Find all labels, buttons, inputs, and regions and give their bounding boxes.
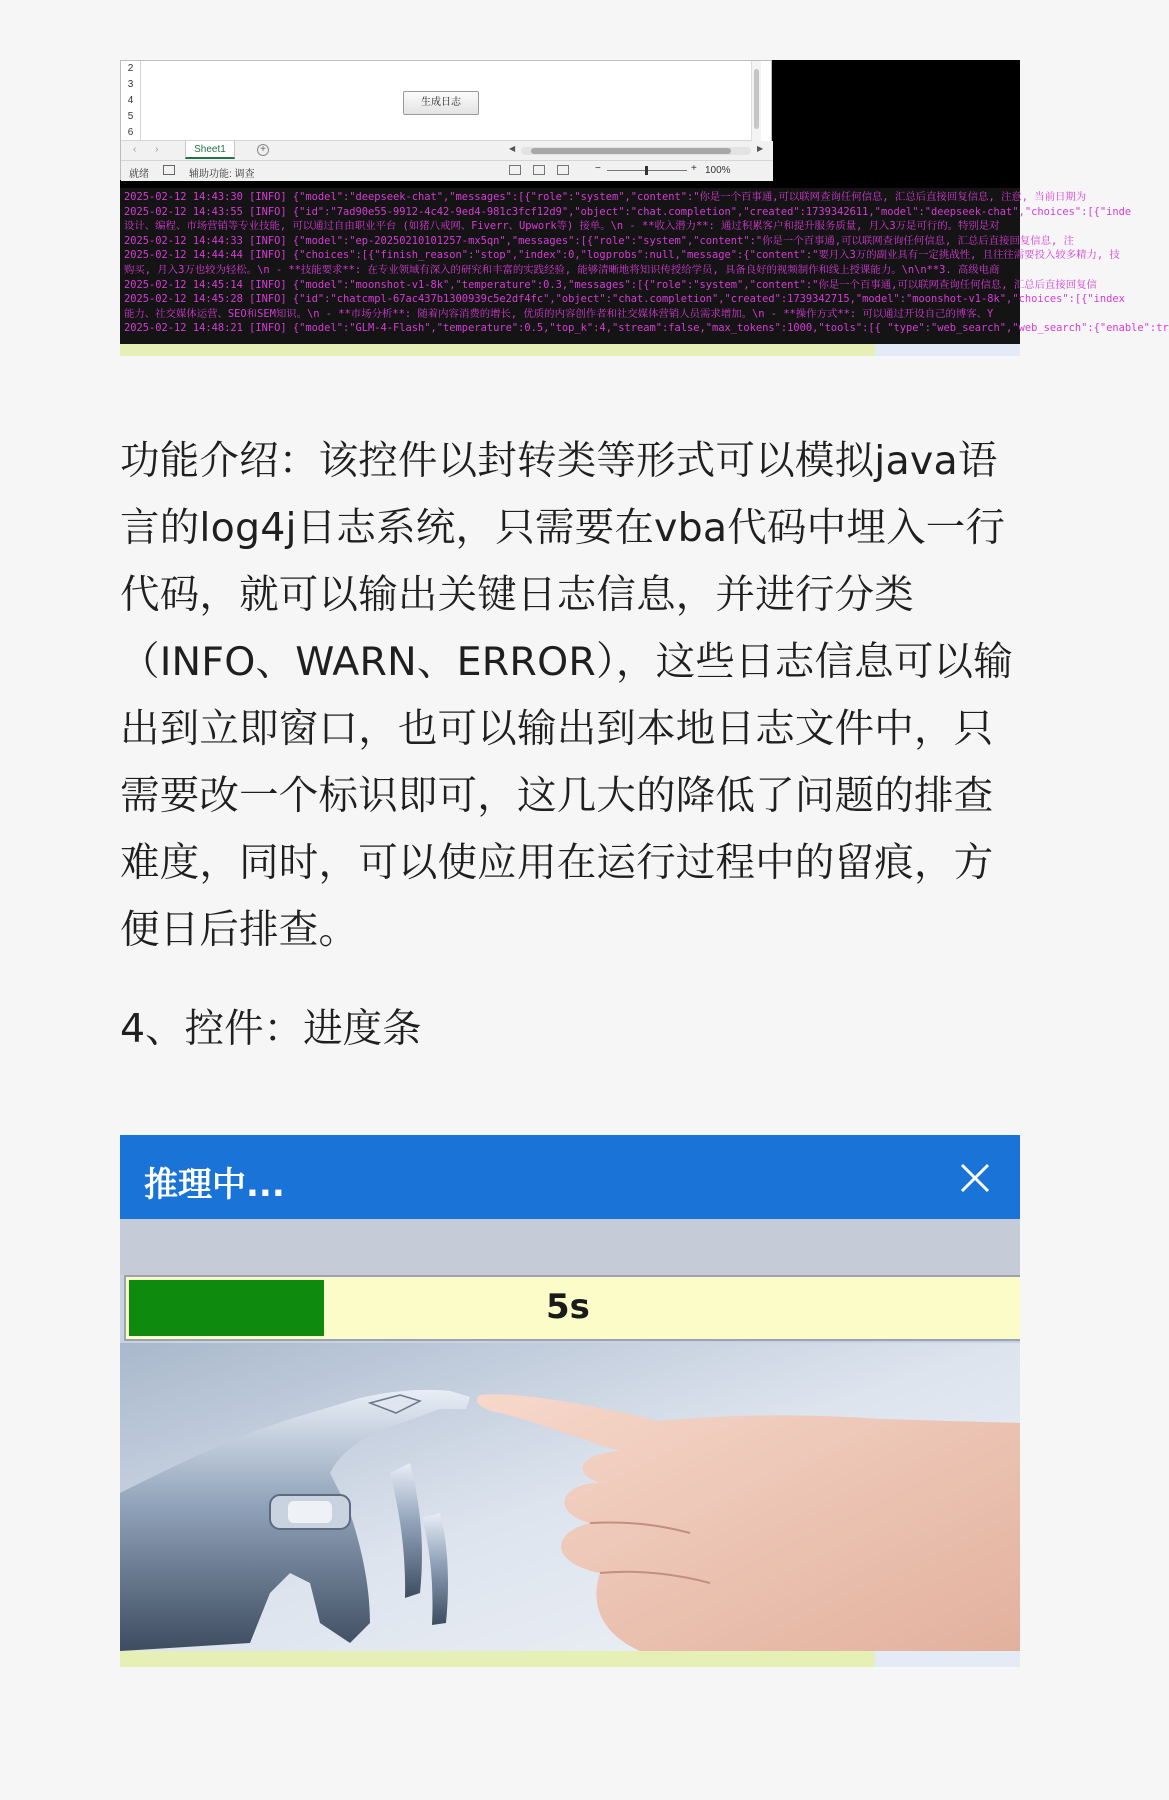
- accessibility-status[interactable]: 辅助功能: 调查: [189, 169, 255, 180]
- progress-label: 5s: [546, 1287, 590, 1327]
- sheet-nav-arrows-icon[interactable]: ‹ ›: [133, 144, 167, 155]
- close-icon[interactable]: [958, 1161, 992, 1195]
- log-line: 2025-02-12 14:43:30 [INFO] {"model":"deepseek-chat","messages":[{"role":"system","content":"你是一个百事通,可以联网查询任何信息, 汇总后直接回复信息, 注意, 当前日期为: [124, 191, 1087, 203]
- log-line: 2025-02-12 14:48:21 [INFO] {"model":"GLM-4-Flash","temperature":0.5,"top_k":4,"stream":false,"max_tokens":1000,"tools":[{ "type":"web_search","web_search":{"enable":tr: [124, 322, 1169, 335]
- scroll-left-icon[interactable]: ◀: [509, 144, 516, 153]
- add-sheet-icon[interactable]: +: [257, 144, 269, 156]
- progress-dialog-screenshot: [120, 1135, 1020, 1667]
- log-line: 2025-02-12 14:44:44 [INFO] {"choices":[{"finish_reason":"stop","index":0,"logprobs":null,"message":{"content":"要月入3万的副业具有一定挑战性, 且往往需要投入较多精力, 技: [124, 249, 1120, 262]
- image-strip: [120, 344, 1020, 356]
- log-line: 设计、编程、市场营销等专业技能, 可以通过自由职业平台 (如猪八戒网、Fiverr、Upwork等) 接单。\n - **收入潜力**: 通过积累客户和提升服务质量, 月入3万是可行的。特别是对: [124, 220, 1000, 233]
- zoom-in-icon[interactable]: +: [691, 163, 697, 174]
- sheet-tabs-bar: [121, 141, 773, 161]
- zoom-out-icon[interactable]: −: [595, 163, 601, 174]
- horizontal-scrollbar[interactable]: [521, 147, 751, 155]
- generate-log-button[interactable]: 生成日志: [403, 91, 479, 115]
- progress-fill: [129, 1280, 324, 1336]
- sheet-tab[interactable]: Sheet1: [185, 141, 235, 159]
- zoom-level[interactable]: 100%: [705, 165, 731, 176]
- excel-log-screenshot: [120, 60, 1169, 356]
- section-heading: 4、控件：进度条: [120, 1006, 422, 1052]
- log-line: 购买, 月入3万也较为轻松。\n - **技能要求**: 在专业领域有深入的研究和丰富的实践经验, 能够清晰地将知识传授给学员, 具备良好的视频制作和线上授课能力。\n\n**3. 高级电商: [124, 263, 1000, 276]
- status-ready: 就绪: [129, 169, 149, 180]
- worksheet-grid: [121, 61, 761, 141]
- robot-human-hands-image: [120, 1343, 1020, 1651]
- vertical-scrollbar[interactable]: [751, 61, 761, 141]
- dialog-title: 推理中...: [144, 1165, 285, 1205]
- zoom-slider-knob[interactable]: [645, 166, 648, 175]
- log-line: 2025-02-12 14:43:55 [INFO] {"id":"7ad90e55-9912-4c42-9ed4-981c3fcf12d9","object":"chat.completion","created":1739342611,"model":"deepseek-chat","choices":[{"inde: [124, 205, 1132, 218]
- progress-bar: [124, 1275, 1020, 1341]
- excel-window: [120, 60, 772, 180]
- scroll-right-icon[interactable]: ▶: [757, 144, 764, 153]
- dialog-band: [120, 1219, 1020, 1275]
- feature-description: 功能介绍：该控件以封转类等形式可以模拟java语言的log4j日志系统，只需要在vba代码中埋入一行代码，就可以输出关键日志信息，并进行分类（INFO、WARN、ERROR），这些日志信息可以输出到立即窗口，也可以输出到本地日志文件中，只需要改一个标识即可，这几大的降低了问题的排查难度，同时，可以使应用在运行过程中的留痕，方便日后排查。: [120, 438, 1013, 953]
- status-bar: [121, 161, 773, 181]
- log-line: 2025-02-12 14:45:14 [INFO] {"model":"moonshot-v1-8k","temperature":0.3,"messages":[{"role":"system","content":"你是一个百事通,可以联网查询任何信息, 汇总后直接回复信: [124, 278, 1097, 291]
- row-number: 2: [121, 61, 141, 77]
- macro-record-icon[interactable]: [163, 165, 175, 175]
- page-break-view-icon[interactable]: [557, 165, 569, 175]
- row-number: 5: [121, 109, 141, 125]
- log-line: 2025-02-12 14:45:28 [INFO] {"id":"chatcmpl-67ac437b1300939c5e2df4fc","object":"chat.completion","created":1739342715,"model":"moonshot-v1-8k","choices":[{"index: [124, 293, 1125, 306]
- normal-view-icon[interactable]: [509, 165, 521, 175]
- dialog-titlebar: [120, 1135, 1020, 1219]
- log-line: 能力、社交媒体运营、SEO和SEM知识。\n - **市场分析**: 随着内容消费的增长, 优质的内容创作者和社交媒体营销人员需求增加。\n - **操作方式**: 可以通过开设自己的博客、Y: [124, 307, 994, 320]
- image-strip: [120, 1651, 1020, 1667]
- row-number: 6: [121, 125, 141, 141]
- log-output: [120, 188, 1169, 344]
- row-number: 3: [121, 77, 141, 93]
- row-number: 4: [121, 93, 141, 109]
- page-layout-view-icon[interactable]: [533, 165, 545, 175]
- log-line: 2025-02-12 14:44:33 [INFO] {"model":"ep-20250210101257-mx5qn","messages":[{"role":"system","content":"你是一个百事通,可以联网查询任何信息, 汇总后直接回复信息, 注: [124, 234, 1074, 247]
